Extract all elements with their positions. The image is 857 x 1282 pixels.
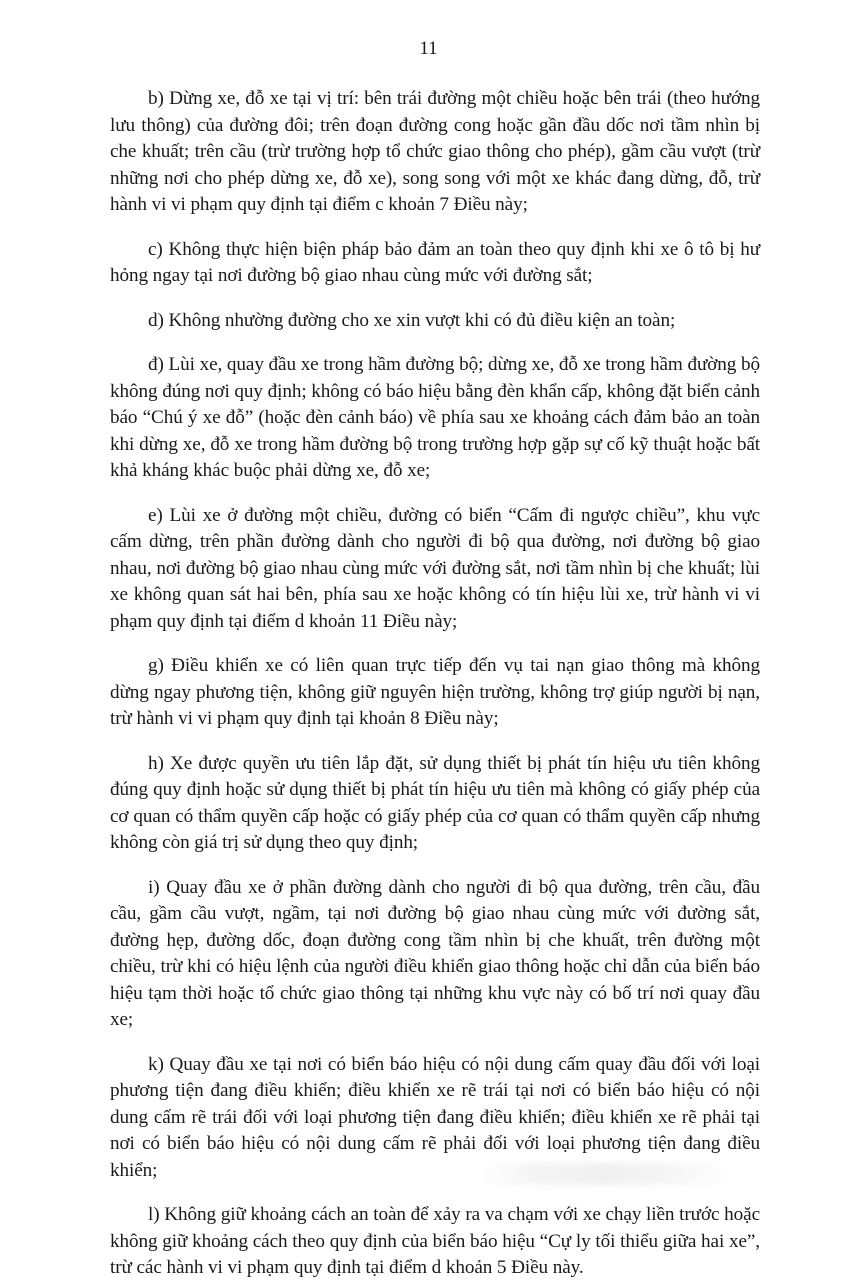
- document-body: [110, 86, 760, 1282]
- paragraph-i: i) Quay đầu xe ở phần đường dành cho người đi bộ qua đường, trên cầu, đầu cầu, gầm cầu vượt, ngầm, tại nơi đường bộ giao nhau cùng mức với đường sắt, đường hẹp, đường dốc, đoạn đường cong tầm nhìn bị che khuất, trên đường một chiều, trừ khi có hiệu lệnh của người điều khiển giao thông hoặc chỉ dẫn của biển báo hiệu tạm thời hoặc tổ chức giao thông tại những khu vực này có bố trí nơi quay đầu xe;: [110, 876, 760, 1030]
- paragraph-b: b) Dừng xe, đỗ xe tại vị trí: bên trái đường một chiều hoặc bên trái (theo hướng lưu thông) của đường đôi; trên đoạn đường cong hoặc gần đầu dốc nơi tầm nhìn bị che khuất; trên cầu (trừ trường hợp tổ chức giao thông cho phép), gầm cầu vượt (trừ những nơi cho phép dừng xe, đỗ xe), song song với một xe khác đang dừng, đỗ, trừ hành vi vi phạm quy định tại điểm c khoản 7 Điều này;: [110, 88, 760, 215]
- paragraph-e: e) Lùi xe ở đường một chiều, đường có biển “Cấm đi ngược chiều”, khu vực cấm dừng, trên phần đường dành cho người đi bộ qua đường, nơi đường bộ giao nhau, nơi đường bộ giao nhau cùng mức với đường sắt, nơi tầm nhìn bị che khuất; lùi xe không quan sát hai bên, phía sau xe hoặc không có tín hiệu lùi xe, trừ hành vi vi phạm quy định tại điểm d khoản 11 Điều này;: [110, 504, 760, 632]
- paragraph-dd: đ) Lùi xe, quay đầu xe trong hầm đường bộ; dừng xe, đỗ xe trong hầm đường bộ không đúng nơi quy định; không có báo hiệu bằng đèn khẩn cấp, không đặt biển cảnh báo “Chú ý xe đỗ” (hoặc đèn cảnh báo) về phía sau xe khoảng cách đảm bảo an toàn khi dừng xe, đỗ xe trong hầm đường bộ trong trường hợp gặp sự cố kỹ thuật hoặc bất khả kháng khác buộc phải dừng xe, đỗ xe;: [110, 354, 760, 481]
- paragraph-k: k) Quay đầu xe tại nơi có biển báo hiệu có nội dung cấm quay đầu đối với loại phương tiện đang điều khiển; điều khiển xe rẽ trái tại nơi có biển báo hiệu có nội dung cấm rẽ trái đối với loại phương tiện đang điều khiển; điều khiển xe rẽ phải tại nơi có biển báo hiệu có nội dung cấm rẽ phải đối với loại phương tiện đang điều khiển;: [110, 1053, 760, 1181]
- scan-smudge: [480, 1163, 730, 1185]
- paragraph-g: g) Điều khiển xe có liên quan trực tiếp đến vụ tai nạn giao thông mà không dừng ngay phương tiện, không giữ nguyên hiện trường, không trợ giúp người bị nạn, trừ hành vi vi phạm quy định tại khoản 8 Điều này;: [110, 655, 760, 729]
- paragraph-d: d) Không nhường đường cho xe xin vượt khi có đủ điều kiện an toàn;: [148, 309, 676, 331]
- paragraph-c: c) Không thực hiện biện pháp bảo đảm an toàn theo quy định khi xe ô tô bị hư hỏng ngay tại nơi đường bộ giao nhau cùng mức với đường sắt;: [110, 238, 760, 286]
- page-number: 11: [419, 38, 438, 59]
- paragraph-l: l) Không giữ khoảng cách an toàn để xảy ra va chạm với xe chạy liền trước hoặc không giữ khoảng cách theo quy định của biển báo hiệu “Cự ly tối thiểu giữa hai xe”, trừ các hành vi vi phạm quy định tại điểm d khoản 5 Điều này.: [110, 1204, 760, 1278]
- paragraph-h: h) Xe được quyền ưu tiên lắp đặt, sử dụng thiết bị phát tín hiệu ưu tiên không đúng quy định hoặc sử dụng thiết bị phát tín hiệu ưu tiên mà không có giấy phép của cơ quan có thẩm quyền cấp hoặc có giấy phép của cơ quan có thẩm quyền cấp nhưng không còn giá trị sử dụng theo quy định;: [110, 752, 760, 853]
